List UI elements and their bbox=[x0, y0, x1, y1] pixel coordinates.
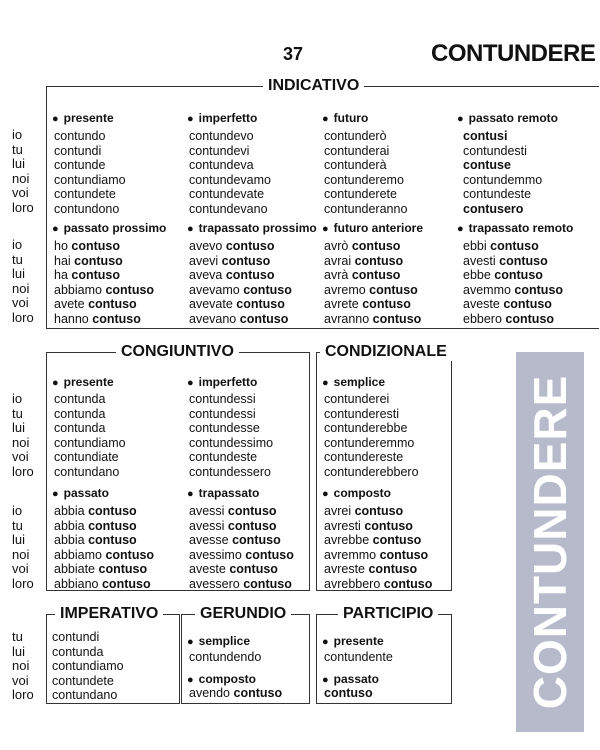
ind-trapassato-remoto-header: ● trapassato remoto bbox=[457, 221, 573, 235]
imperativo-forms: contundi contunda contundiamo contundete contundano bbox=[52, 630, 124, 703]
indicativo-title: INDICATIVO bbox=[263, 77, 364, 95]
congiuntivo-pronouns-simple: io tu lui noi voi loro bbox=[12, 391, 34, 479]
cong-presente-forms: contunda contunda contunda contundiamo contundiate contundano bbox=[54, 392, 126, 479]
ind-futuro-anteriore-forms: avrò contuso avrai contuso avrà contuso avremo contuso avrete contuso avranno contuso bbox=[324, 239, 422, 326]
ind-trapassato-remoto-forms: ebbi contuso avesti contuso ebbe contuso avemmo contuso aveste contuso ebbero contuso bbox=[463, 239, 564, 326]
ind-passato-prossimo-forms: ho contuso hai contuso ha contuso abbiamo contuso avete contuso hanno contuso bbox=[54, 239, 155, 326]
congiuntivo-title: CONGIUNTIVO bbox=[116, 343, 239, 361]
congiuntivo-pronouns-compound: io tu lui noi voi loro bbox=[12, 503, 34, 591]
ind-imperfetto-header: ● imperfetto bbox=[187, 111, 257, 125]
participio-title: PARTICIPIO bbox=[338, 605, 438, 623]
ind-passato-remoto-header: ● passato remoto bbox=[457, 111, 558, 125]
gerundio-title: GERUNDIO bbox=[195, 605, 291, 623]
cond-semplice-forms: contunderei contunderesti contunderebbe contunderemmo contundereste contunderebbero bbox=[324, 392, 419, 479]
ind-futuro-header: ● futuro bbox=[322, 111, 368, 125]
cong-imperfetto-forms: contundessi contundessi contundesse contundessimo contundeste contundessero bbox=[189, 392, 274, 479]
gerundio-composto-form: avendo contuso bbox=[189, 686, 283, 700]
participio-presente-header: ● presente bbox=[322, 634, 384, 648]
participio-passato-form: contuso bbox=[324, 686, 373, 700]
participio-passato-header: ● passato bbox=[322, 672, 379, 686]
gerundio-semplice-header: ● semplice bbox=[187, 634, 250, 648]
cond-composto-header: ● composto bbox=[322, 486, 391, 500]
indicativo-pronouns-simple: io tu lui noi voi loro bbox=[12, 127, 34, 215]
ind-presente-header: ● presente bbox=[52, 111, 114, 125]
cong-imperfetto-header: ● imperfetto bbox=[187, 375, 257, 389]
imperativo-title: IMPERATIVO bbox=[55, 605, 163, 623]
condizionale-title: CONDIZIONALE bbox=[320, 343, 452, 361]
cong-presente-header: ● presente bbox=[52, 375, 114, 389]
verb-title: CONTUNDERE bbox=[431, 40, 596, 67]
gerundio-composto-header: ● composto bbox=[187, 672, 256, 686]
sidebar-verb-text: CONTUNDERE bbox=[524, 374, 576, 710]
ind-passato-prossimo-header: ● passato prossimo bbox=[52, 221, 166, 235]
ind-trapassato-prossimo-header: ● trapassato prossimo bbox=[187, 221, 317, 235]
indicativo-pronouns-compound: io tu lui noi voi loro bbox=[12, 237, 34, 325]
cong-passato-forms: abbia contuso abbia contuso abbia contuso abbiamo contuso abbiate contuso abbiano contuso bbox=[54, 504, 155, 591]
cong-trapassato-header: ● trapassato bbox=[187, 486, 259, 500]
cong-trapassato-forms: avessi contuso avessi contuso avesse contuso avessimo contuso aveste contuso avessero contuso bbox=[189, 504, 294, 591]
ind-presente-forms: contundo contundi contunde contundiamo contundete contundono bbox=[54, 129, 126, 216]
cond-semplice-header: ● semplice bbox=[322, 375, 385, 389]
page-number: 37 bbox=[283, 44, 304, 64]
ind-futuro-forms: contunderò contunderai contunderà contunderemo contunderete contunderanno bbox=[324, 129, 408, 216]
cond-composto-forms: avrei contuso avresti contuso avrebbe contuso avremmo contuso avreste contuso avrebbero contuso bbox=[324, 504, 433, 591]
ind-passato-remoto-forms: contusi contundesti contuse contundemmo contundeste contusero bbox=[463, 129, 543, 216]
ind-trapassato-prossimo-forms: avevo contuso avevi contuso aveva contuso avevamo contuso avevate contuso avevano contuso bbox=[189, 239, 292, 326]
ind-futuro-anteriore-header: ● futuro anteriore bbox=[322, 221, 423, 235]
cong-passato-header: ● passato bbox=[52, 486, 109, 500]
verb-sidebar bbox=[516, 352, 584, 732]
imperativo-pronouns: tu lui noi voi loro bbox=[12, 629, 34, 703]
gerundio-semplice-form: contundendo bbox=[189, 650, 262, 664]
participio-presente-form: contundente bbox=[324, 650, 393, 664]
ind-imperfetto-forms: contundevo contundevi contundeva contundevamo contundevate contundevano bbox=[189, 129, 272, 216]
